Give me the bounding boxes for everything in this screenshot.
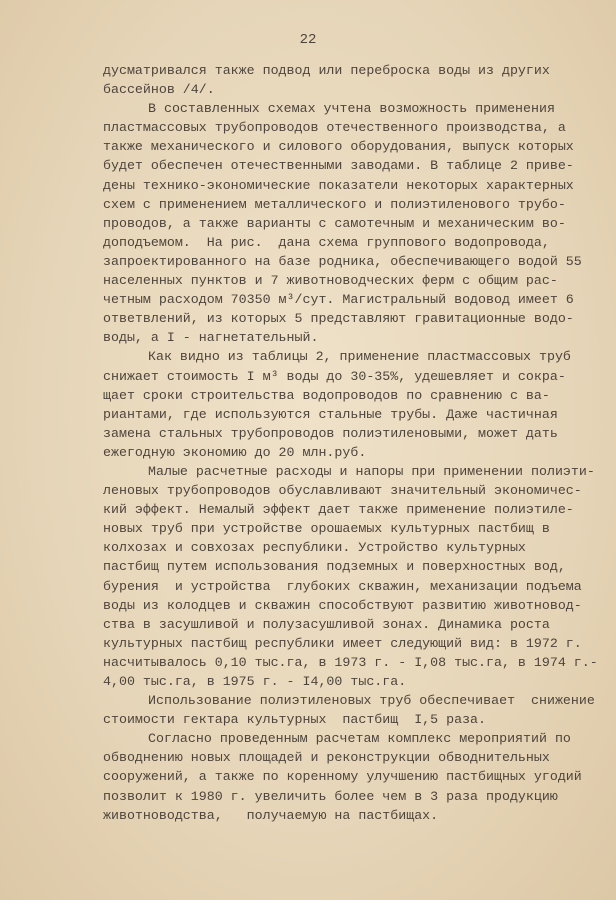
text-line: бурения и устройства глубоких скважин, механизации подъема [103,578,582,594]
paragraph [103,691,593,729]
page-number: 22 [299,32,317,48]
document-body [103,61,598,825]
text-line: Как видно из таблицы 2, применение пластмассовых труб [148,349,571,365]
text-line: леновых трубопроводов обуславливают значительный экономичес- [103,483,582,499]
text-line: пластмассовых трубопроводов отечественного производства, а [103,120,566,136]
text-line: Малые расчетные расходы и напоры при применении полиэти- [148,463,595,479]
text-line: дусматривался также подвод или переброска воды из других [103,63,550,78]
text-line: новых труб при устройстве орошаемых культурных пастбищ в [103,521,550,537]
text-line: населенных пунктов и 7 животноводческих ферм с общим рас- [103,273,558,289]
text-line: щает сроки строительства водопроводов по сравнению с ва- [103,387,550,403]
text-line: ства в засушливой и полузасушливой зонах. Динамика роста [103,616,550,632]
text-line: замена стальных трубопроводов полиэтиленовыми, может дать [103,425,558,441]
text-line: также механического и силового оборудования, выпуск которых [103,139,574,155]
text-line: позволит к 1980 г. увеличить более чем в 3 раза продукцию [103,788,558,804]
text-line: обводнению новых площадей и реконструкции обводнительных [103,750,550,766]
text-line: сооружений, а также по коренному улучшению пастбищных угодий [103,769,582,785]
text-line: схем с применением металлического и полиэтиленового трубо- [103,196,566,212]
text-line: ответвлений, из которых 5 представляют гравитационные водо- [103,311,574,327]
text-line: четным расходом 70350 м³/сут. Магистральный водовод имеет 6 [103,292,574,308]
text-line: 4,00 тыс.га, в 1975 г. - I4,00 тыс.га. [103,674,407,689]
text-line: воды из колодцев и скважин способствуют развитию животновод- [103,597,582,613]
text-line: колхозах и совхозах республики. Устройство культурных [103,540,526,556]
paragraph [103,729,593,824]
paragraph [103,462,598,691]
text-line: кий эффект. Немалый эффект дает также применение полиэтиле- [103,502,574,518]
paragraph [103,347,593,462]
text-line: В составленных схемах учтена возможность применения [148,101,555,117]
text-line: насчитывалось 0,10 тыс.га, в 1973 г. - I,08 тыс.га, в 1974 г.- [103,654,598,670]
text-line: запроектированного на базе родника, обеспечивающего водой 55 [103,253,582,269]
text-line: Использование полиэтиленовых труб обеспечивает снижение [148,693,595,709]
text-line: будет обеспечен отечественными заводами. В таблице 2 приве- [103,158,574,174]
text-line: проводов, а также варианты с самотечным и механическим во- [103,215,566,231]
text-line: пастбищ путем использования подземных и поверхностных вод, [103,559,566,575]
text-line: риантами, где используются стальные трубы. Даже частичная [103,406,558,422]
paragraph [103,99,593,347]
text-line: Согласно проведенным расчетам комплекс мероприятий по [148,731,571,747]
text-line: воды, а I - нагнетательный. [103,330,319,346]
paragraph [103,61,593,99]
text-line: снижает стоимость I м³ воды до 30-35%, удешевляет и сокра- [103,368,566,384]
text-line: животноводства, получаемую на пастбищах. [103,807,439,823]
text-line: доподъемом. На рис. дана схема группового водопровода, [103,234,550,250]
text-line: культурных пастбищ республики имеет следующий вид: в 1972 г. [103,635,582,651]
text-line: стоимости гектара культурных пастбищ I,5 раза. [103,712,487,728]
text-line: бассейнов /4/. [103,82,215,98]
text-line: ежегодную экономию до 20 млн.руб. [103,444,367,460]
text-line: дены технико-экономические показатели некоторых характерных [103,177,574,193]
